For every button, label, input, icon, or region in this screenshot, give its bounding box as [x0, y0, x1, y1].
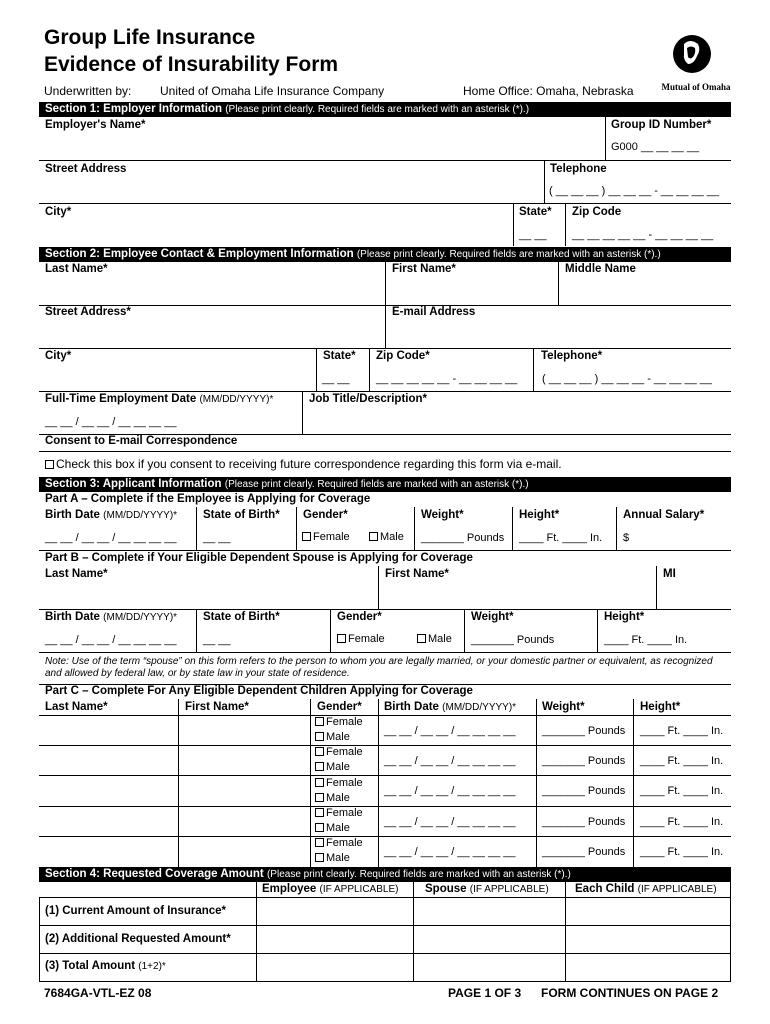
- employee-first-name-label: First Name*: [392, 263, 456, 275]
- page-number: PAGE 1 OF 3: [448, 986, 522, 1000]
- partc-birth-text: Birth Date: [384, 701, 439, 713]
- form-title-line1: Group Life Insurance: [44, 26, 256, 49]
- partb-birth-text: Birth Date: [45, 611, 100, 623]
- parta-state-of-birth-label: State of Birth*: [203, 509, 280, 521]
- employee-street-label: Street Address*: [45, 306, 131, 318]
- parta-gender-label: Gender*: [303, 509, 348, 521]
- child2-female-option[interactable]: [315, 746, 363, 758]
- partb-height-label: Height*: [604, 611, 645, 623]
- parta-salary-field[interactable]: $: [623, 532, 630, 544]
- consent-title: Consent to E-mail Correspondence: [45, 435, 238, 447]
- partb-male-option[interactable]: [417, 633, 452, 645]
- child3-male-text: Male: [326, 792, 350, 804]
- partc-first-name-label: First Name*: [185, 701, 249, 713]
- section3-bar: [39, 477, 731, 492]
- child3-male-checkbox[interactable]: [315, 793, 324, 802]
- parta-male-text: Male: [380, 531, 404, 543]
- employer-street-label: Street Address: [45, 163, 127, 175]
- employee-state-label: State*: [323, 350, 356, 362]
- employer-name-label: Employer's Name*: [45, 119, 146, 131]
- child1-female-checkbox[interactable]: [315, 717, 324, 726]
- partc-birth-label: [384, 701, 516, 713]
- partc-last-name-label: Last Name*: [45, 701, 108, 713]
- employee-telephone-label: Telephone*: [541, 350, 603, 362]
- partc-height-label: Height*: [640, 701, 681, 713]
- child3-height-field[interactable]: ____ Ft. ____ In.: [640, 785, 724, 797]
- child1-male-text: Male: [326, 731, 350, 743]
- child5-female-text: Female: [326, 837, 363, 849]
- parta-weight-field[interactable]: _______ Pounds: [421, 532, 505, 544]
- additional-amount-label: (2) Additional Requested Amount*: [45, 933, 231, 945]
- section3-title: Section 3: Applicant Information: [45, 478, 222, 490]
- coverage-employee-header: [262, 883, 398, 895]
- partc-weight-label: Weight*: [542, 701, 585, 713]
- parta-birth-format: (MM/DD/YYYY)*: [103, 510, 178, 521]
- form-code: 7684GA-VTL-EZ 08: [44, 986, 152, 1000]
- child1-female-option[interactable]: [315, 716, 363, 728]
- child2-weight-field[interactable]: _______ Pounds: [542, 755, 626, 767]
- part-a-title: Part A – Complete if the Employee is Applying for Coverage: [45, 493, 371, 505]
- section3-instructions: (Please print clearly. Required fields are marked with an asterisk (*).): [224, 479, 529, 490]
- child5-height-field[interactable]: ____ Ft. ____ In.: [640, 846, 724, 858]
- parta-height-field[interactable]: ____ Ft. ____ In.: [519, 532, 603, 544]
- company-name: United of Omaha Life Insurance Company: [160, 84, 385, 98]
- employee-state-field[interactable]: __ __: [322, 373, 350, 385]
- child3-female-option[interactable]: [315, 777, 363, 789]
- employee-email-label: E-mail Address: [392, 306, 476, 318]
- employee-zip-field[interactable]: __ __ __ __ __ - __ __ __ __: [376, 373, 518, 385]
- employee-last-name-label: Last Name*: [45, 263, 108, 275]
- child1-male-option[interactable]: [315, 731, 350, 743]
- partb-weight-label: Weight*: [471, 611, 514, 623]
- parta-female-option[interactable]: [302, 531, 350, 543]
- section4-title: Section 4: Requested Coverage Amount: [45, 868, 264, 880]
- employee-zip-label: Zip Code*: [376, 350, 430, 362]
- child4-female-checkbox[interactable]: [315, 808, 324, 817]
- child4-height-field[interactable]: ____ Ft. ____ In.: [640, 816, 724, 828]
- coverage-child-header: [575, 883, 717, 895]
- partb-gender-label: Gender*: [337, 611, 382, 623]
- section2-instructions: (Please print clearly. Required fields are marked with an asterisk (*).): [356, 249, 661, 260]
- job-title-label: Job Title/Description*: [309, 393, 428, 405]
- child1-male-checkbox[interactable]: [315, 732, 324, 741]
- employer-telephone-label: Telephone: [550, 163, 607, 175]
- coverage-spouse-note: (IF APPLICABLE): [469, 884, 549, 895]
- parta-birth-field[interactable]: __ __ / __ __ / __ __ __ __: [45, 532, 177, 544]
- section2-bar: [39, 247, 731, 262]
- child4-female-option[interactable]: [315, 807, 363, 819]
- child5-weight-field[interactable]: _______ Pounds: [542, 846, 626, 858]
- child3-weight-field[interactable]: _______ Pounds: [542, 785, 626, 797]
- total-amount-label: [45, 960, 166, 972]
- employer-telephone-field[interactable]: ( __ __ __ ) __ __ __ - __ __ __ __: [549, 185, 720, 197]
- partb-female-text: Female: [348, 633, 385, 645]
- partb-female-checkbox[interactable]: [337, 634, 346, 643]
- child1-height-field[interactable]: ____ Ft. ____ In.: [640, 725, 724, 737]
- partb-birth-field[interactable]: __ __ / __ __ / __ __ __ __: [45, 634, 177, 646]
- partb-male-checkbox[interactable]: [417, 634, 426, 643]
- child3-female-checkbox[interactable]: [315, 778, 324, 787]
- employer-zip-field[interactable]: __ __ __ __ __ - __ __ __ __: [572, 229, 714, 241]
- fte-date-text: Full-Time Employment Date: [45, 393, 197, 405]
- fte-date-format: (MM/DD/YYYY)*: [199, 394, 274, 405]
- indian-head-logo-icon: [660, 30, 732, 96]
- part-b-title: Part B – Complete if Your Eligible Dependent Spouse is Applying for Coverage: [45, 552, 473, 564]
- child5-male-option[interactable]: [315, 852, 350, 864]
- partb-first-name-label: First Name*: [385, 568, 449, 580]
- parta-female-text: Female: [313, 531, 350, 543]
- group-id-field[interactable]: G000 __ __ __ __: [611, 141, 700, 153]
- child1-birth-field[interactable]: __ __ / __ __ / __ __ __ __: [384, 725, 516, 737]
- home-office: Home Office: Omaha, Nebraska: [463, 84, 634, 98]
- child3-female-text: Female: [326, 777, 363, 789]
- parta-height-label: Height*: [519, 509, 560, 521]
- employer-state-label: State*: [519, 206, 552, 218]
- consent-text: Check this box if you consent to receiving future correspondence regarding this form via e-mail.: [56, 457, 562, 471]
- fte-date-label: [45, 393, 273, 405]
- company-logo: [660, 30, 732, 96]
- child3-male-option[interactable]: [315, 792, 350, 804]
- continues-note: FORM CONTINUES ON PAGE 2: [541, 986, 719, 1000]
- parta-weight-label: Weight*: [421, 509, 464, 521]
- employee-city-label: City*: [45, 350, 72, 362]
- partb-male-text: Male: [428, 633, 452, 645]
- partb-height-field[interactable]: ____ Ft. ____ In.: [604, 634, 688, 646]
- total-amount-suffix: (1+2)*: [138, 961, 166, 972]
- child2-male-checkbox[interactable]: [315, 762, 324, 771]
- coverage-child-text: Each Child: [575, 883, 635, 895]
- parta-birth-label: [45, 509, 177, 521]
- partb-female-option[interactable]: [337, 633, 385, 645]
- coverage-spouse-header: [425, 883, 549, 895]
- employer-city-label: City*: [45, 206, 72, 218]
- partb-state-of-birth-label: State of Birth*: [203, 611, 280, 623]
- parta-salary-label: Annual Salary*: [623, 509, 705, 521]
- partb-weight-field[interactable]: _______ Pounds: [471, 634, 555, 646]
- partb-state-field[interactable]: __ __: [203, 634, 231, 646]
- section2-title: Section 2: Employee Contact & Employment Information: [45, 248, 354, 260]
- partb-last-name-label: Last Name*: [45, 568, 108, 580]
- section1-title: Section 1: Employer Information: [45, 103, 222, 115]
- employee-middle-name-label: Middle Name: [565, 263, 636, 275]
- child1-weight-field[interactable]: _______ Pounds: [542, 725, 626, 737]
- parta-female-checkbox[interactable]: [302, 532, 311, 541]
- child2-male-text: Male: [326, 761, 350, 773]
- partb-birth-format: (MM/DD/YYYY)*: [103, 612, 178, 623]
- child5-female-option[interactable]: [315, 837, 363, 849]
- consent-row: [45, 457, 562, 471]
- child2-female-checkbox[interactable]: [315, 747, 324, 756]
- coverage-spouse-text: Spouse: [425, 883, 467, 895]
- child2-female-text: Female: [326, 746, 363, 758]
- child5-birth-field[interactable]: __ __ / __ __ / __ __ __ __: [384, 846, 516, 858]
- underwritten-label: Underwritten by:: [44, 84, 132, 98]
- part-c-title: Part C – Complete For Any Eligible Dependent Children Applying for Coverage: [45, 685, 473, 697]
- child4-female-text: Female: [326, 807, 363, 819]
- child5-female-checkbox[interactable]: [315, 838, 324, 847]
- child4-male-option[interactable]: [315, 822, 350, 834]
- spouse-note: Note: Use of the term “spouse” on this form refers to the person to whom you are legally married, or your domestic partner or equivalent, as recognized and allowed by federal law, or by state law in your state of residence.: [45, 656, 713, 679]
- partc-birth-format: (MM/DD/YYYY)*: [442, 702, 517, 713]
- partc-gender-label: Gender*: [317, 701, 362, 713]
- consent-checkbox[interactable]: [45, 460, 54, 469]
- partb-mi-label: MI: [663, 568, 676, 580]
- fte-date-field[interactable]: __ __ / __ __ / __ __ __ __: [45, 416, 177, 428]
- employee-telephone-field[interactable]: ( __ __ __ ) __ __ __ - __ __ __ __: [542, 373, 713, 385]
- section1-bar: [39, 102, 731, 117]
- coverage-child-note: (IF APPLICABLE): [637, 884, 717, 895]
- parta-male-checkbox[interactable]: [369, 532, 378, 541]
- child4-male-checkbox[interactable]: [315, 823, 324, 832]
- child4-male-text: Male: [326, 822, 350, 834]
- coverage-employee-note: (IF APPLICABLE): [319, 884, 399, 895]
- total-amount-text: (3) Total Amount: [45, 960, 136, 972]
- child2-birth-field[interactable]: __ __ / __ __ / __ __ __ __: [384, 755, 516, 767]
- parta-birth-text: Birth Date: [45, 509, 100, 521]
- child2-male-option[interactable]: [315, 761, 350, 773]
- child5-male-text: Male: [326, 852, 350, 864]
- parta-male-option[interactable]: [369, 531, 404, 543]
- group-id-label: Group ID Number*: [611, 119, 712, 131]
- child2-height-field[interactable]: ____ Ft. ____ In.: [640, 755, 724, 767]
- partb-birth-label: [45, 611, 177, 623]
- child3-birth-field[interactable]: __ __ / __ __ / __ __ __ __: [384, 785, 516, 797]
- employer-state-field[interactable]: __ __: [519, 229, 547, 241]
- section1-instructions: (Please print clearly. Required fields are marked with an asterisk (*).): [225, 104, 530, 115]
- form-title-line2: Evidence of Insurability Form: [44, 53, 339, 76]
- current-amount-label: (1) Current Amount of Insurance*: [45, 905, 227, 917]
- child4-birth-field[interactable]: __ __ / __ __ / __ __ __ __: [384, 816, 516, 828]
- child1-female-text: Female: [326, 716, 363, 728]
- child5-male-checkbox[interactable]: [315, 853, 324, 862]
- section4-bar: [39, 867, 731, 882]
- section4-instructions: (Please print clearly. Required fields are marked with an asterisk (*).): [266, 869, 571, 880]
- logo-text: Mutual of Omaha: [661, 82, 731, 92]
- coverage-employee-text: Employee: [262, 883, 317, 895]
- parta-state-field[interactable]: __ __: [203, 532, 231, 544]
- child4-weight-field[interactable]: _______ Pounds: [542, 816, 626, 828]
- employer-zip-label: Zip Code: [572, 206, 622, 218]
